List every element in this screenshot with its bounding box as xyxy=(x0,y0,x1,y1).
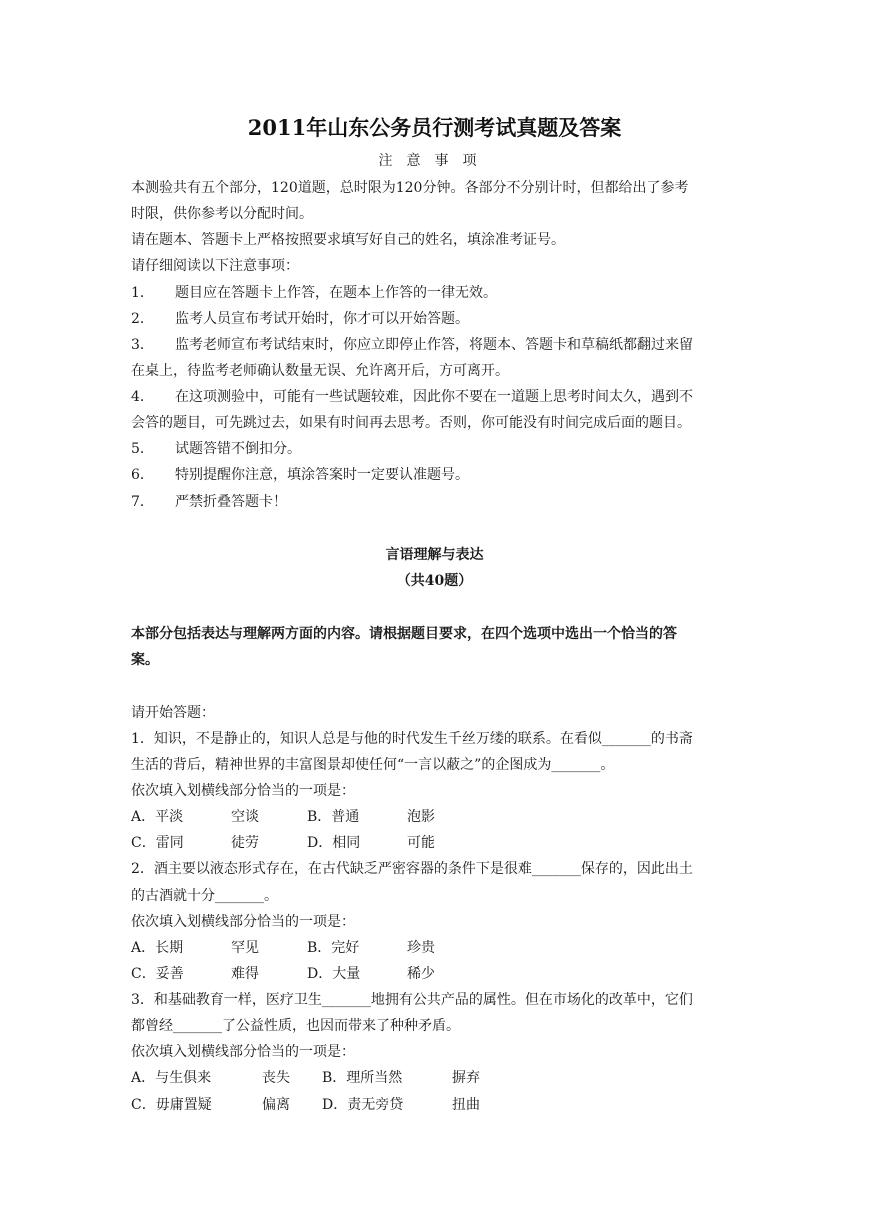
option-c-label: C．雷同 xyxy=(131,835,184,851)
start-prompt: 请开始答题： xyxy=(131,705,215,721)
option-a-label: A．与生俱来 xyxy=(131,1070,212,1086)
section-instruction: 本部分包括表达与理解两方面的内容。请根据题目要求，在四个选项中选出一个恰当的答 xyxy=(131,626,677,642)
question-text: 生活的背后，精神世界的丰富图景却使任何“一言以蔽之”的企图成为_______。 xyxy=(131,757,615,773)
section-title: 言语理解与表达 xyxy=(385,547,484,563)
option-a-label: A．平淡 xyxy=(131,809,184,825)
rule-item xyxy=(131,308,741,330)
rule-number: 7． xyxy=(131,494,154,510)
question-text: 都曾经_______了公益性质，也因而带来了种种矛盾。 xyxy=(131,1018,460,1034)
option-a-label: A．长期 xyxy=(131,940,184,956)
rule-number: 3． xyxy=(131,337,154,353)
intro-line: 请仔细阅读以下注意事项： xyxy=(131,258,299,274)
question-text: 1．知识，不是静止的，知识人总是与他的时代发生千丝万缕的联系。在看似_______的书斋 xyxy=(131,731,693,747)
document-title: 2011年山东公务员行测考试真题及答案 xyxy=(247,115,622,140)
option-d-second-word: 稀少 xyxy=(407,966,435,982)
question-text: 的古酒就十分_______。 xyxy=(131,888,278,904)
option-c-second-word: 偏离 xyxy=(262,1097,290,1113)
option-a-second-word: 空谈 xyxy=(231,809,259,825)
rule-number: 4． xyxy=(131,389,154,405)
option-d-label: D．大量 xyxy=(307,966,361,982)
rule-text: 监考人员宣布考试开始时，你才可以开始答题。 xyxy=(175,311,469,327)
rule-item xyxy=(131,334,741,356)
intro-line: 请在题本、答题卡上严格按照要求填写好自己的姓名，填涂准考证号。 xyxy=(131,232,565,248)
rule-item xyxy=(131,386,741,408)
option-d-second-word: 可能 xyxy=(407,835,435,851)
rule-text: 试题答错不倒扣分。 xyxy=(175,441,301,457)
question-prompt: 依次填入划横线部分恰当的一项是： xyxy=(131,914,355,930)
question-text: 2．酒主要以液态形式存在，在古代缺乏严密容器的条件下是很难_______保存的，因此出土 xyxy=(131,861,693,877)
option-b-label: B．完好 xyxy=(307,940,360,956)
notice-heading: 注意事项 xyxy=(378,153,491,169)
rule-text: 严禁折叠答题卡！ xyxy=(175,494,287,510)
rule-item xyxy=(131,464,741,486)
option-b-label: B．普通 xyxy=(307,809,360,825)
rule-text: 特别提醒你注意，填涂答案时一定要认准题号。 xyxy=(175,467,469,483)
option-b-second-word: 摒弃 xyxy=(452,1070,480,1086)
option-c-second-word: 难得 xyxy=(231,966,259,982)
option-b-second-word: 珍贵 xyxy=(407,940,435,956)
intro-line: 时限，供你参考以分配时间。 xyxy=(131,206,313,222)
rule-number: 6． xyxy=(131,467,154,483)
rule-text-continued: 在桌上，待监考老师确认数量无误、允许离开后，方可离开。 xyxy=(131,363,509,379)
rule-number: 5． xyxy=(131,441,154,457)
option-a-second-word: 丧失 xyxy=(262,1070,290,1086)
question-prompt: 依次填入划横线部分恰当的一项是： xyxy=(131,1044,355,1060)
rule-text: 在这项测验中，可能有一些试题较难，因此你不要在一道题上思考时间太久，遇到不 xyxy=(175,389,693,405)
question-prompt: 依次填入划横线部分恰当的一项是： xyxy=(131,783,355,799)
option-d-second-word: 扭曲 xyxy=(452,1097,480,1113)
rule-text-continued: 会答的题目，可先跳过去，如果有时间再去思考。否则，你可能没有时间完成后面的题目。 xyxy=(131,415,691,431)
rule-number: 1． xyxy=(131,285,154,301)
option-b-label: B．理所当然 xyxy=(322,1070,403,1086)
rule-item xyxy=(131,491,741,513)
option-c-label: C．毋庸置疑 xyxy=(131,1097,212,1113)
rule-item xyxy=(131,282,741,304)
option-b-second-word: 泡影 xyxy=(407,809,435,825)
rule-text: 题目应在答题卡上作答，在题本上作答的一律无效。 xyxy=(175,285,497,301)
rule-item xyxy=(131,438,741,460)
option-d-label: D．相同 xyxy=(307,835,361,851)
intro-line: 本测验共有五个部分，120道题，总时限为120分钟。各部分不分别计时，但都给出了参考 xyxy=(131,180,689,196)
option-c-second-word: 徒劳 xyxy=(231,835,259,851)
section-question-count: （共40题） xyxy=(396,573,473,589)
section-instruction: 案。 xyxy=(131,652,159,668)
option-d-label: D．责无旁贷 xyxy=(322,1097,404,1113)
option-a-second-word: 罕见 xyxy=(231,940,259,956)
option-c-label: C．妥善 xyxy=(131,966,184,982)
rule-text: 监考老师宣布考试结束时，你应立即停止作答，将题本、答题卡和草稿纸都翻过来留 xyxy=(175,337,693,353)
question-text: 3．和基础教育一样，医疗卫生_______地拥有公共产品的属性。但在市场化的改革中，它们 xyxy=(131,992,693,1008)
rule-number: 2． xyxy=(131,311,154,327)
